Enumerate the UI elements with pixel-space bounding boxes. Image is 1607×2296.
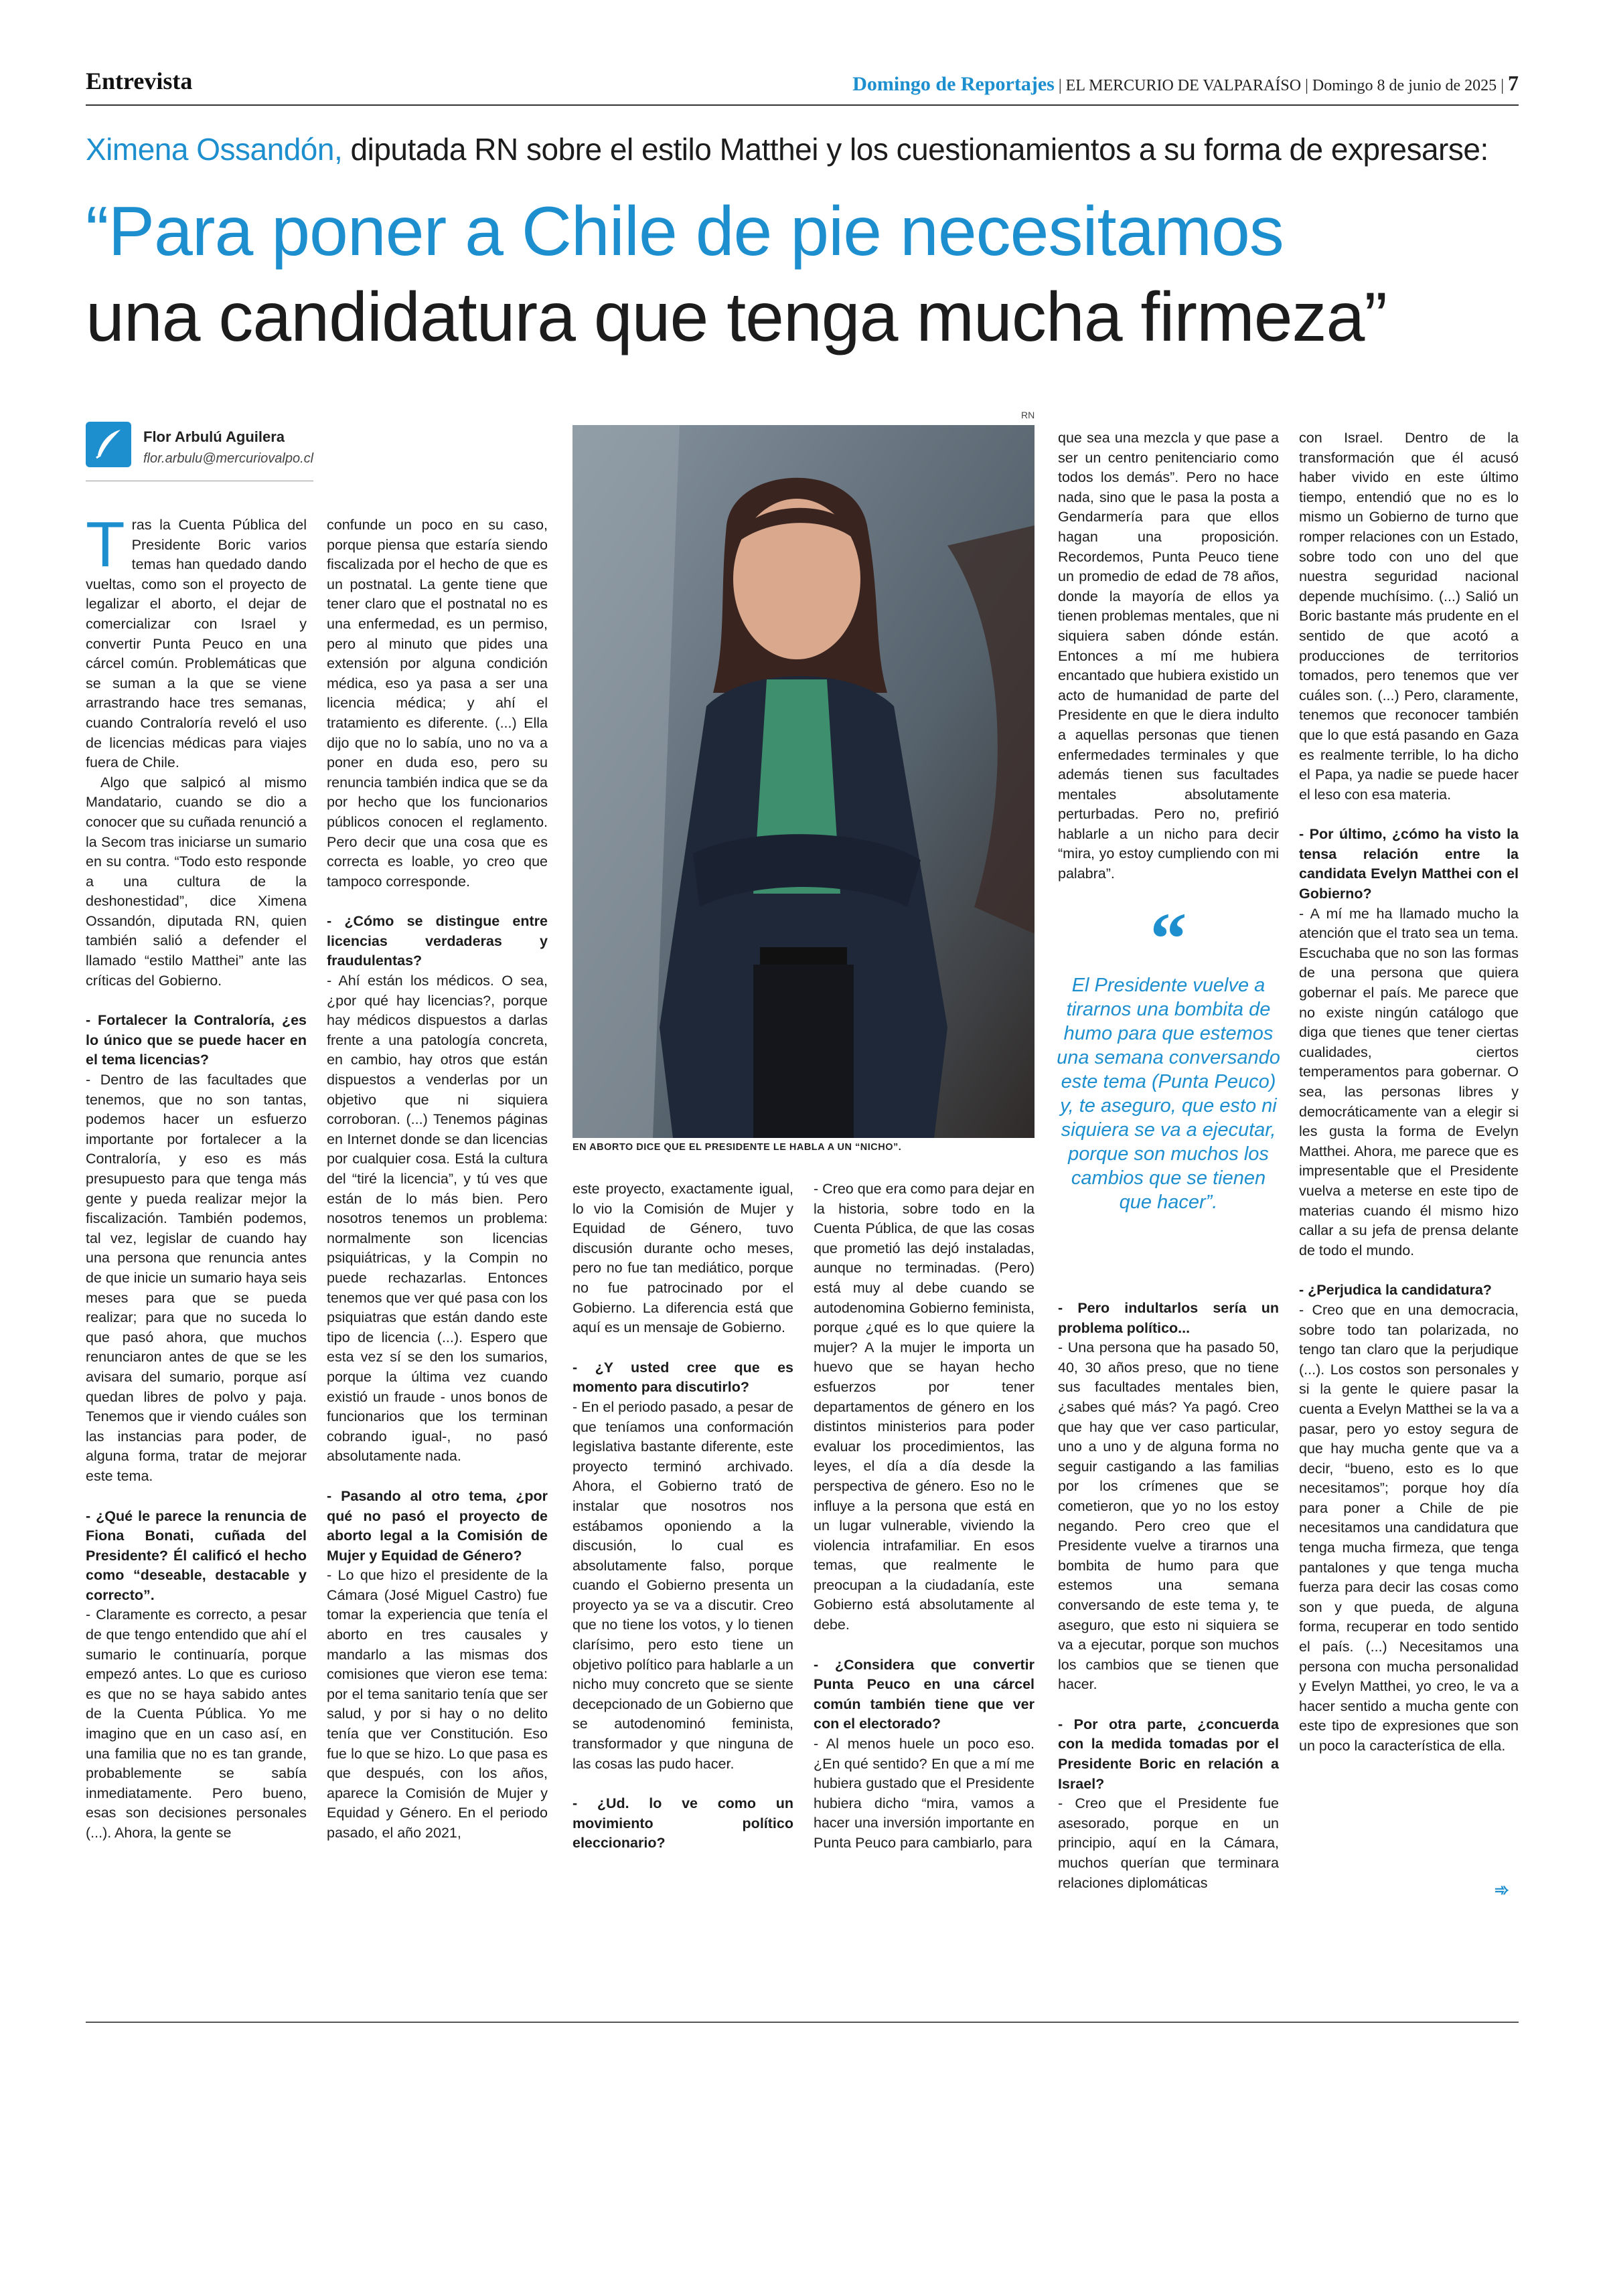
quote-mark-icon: “ bbox=[1150, 898, 1187, 979]
quill-icon bbox=[86, 422, 131, 467]
paragraph: confunde un poco en su caso, porque piensa que estaría siendo fiscalizada por el hecho de que es un postnatal. La gente tiene que tener claro que el postnatal no es una enfermedad, es un permiso, pero al minuto que pides una extensión por alguna condición médica, eso ya pasa a ser una licencia médica; y ahí el tratamiento es diferente. (...) Ella dijo que no lo sabía, uno no va a poner en duda eso, pero su renuncia también indica que se da por hecho que los funcionarios públicos conocen el reglamento. Pero decir que una cosa que es correcta es loable, yo creo que tampoco corresponde. bbox=[327, 517, 548, 890]
question: - Por último, ¿cómo ha visto la tensa relación entre la candidata Evelyn Matthei con el Gobierno? bbox=[1299, 826, 1519, 902]
end-arrow-icon: ➾ bbox=[1495, 1880, 1509, 1900]
page-number: 7 bbox=[1508, 71, 1519, 95]
question: - ¿Considera que convertir Punta Peuco en una cárcel común también tiene que ver con el electorado? bbox=[814, 1656, 1035, 1732]
column-4 bbox=[814, 1179, 1035, 1854]
headline-line-1: “Para poner a Chile de pie necesitamos bbox=[86, 193, 1284, 270]
answer: - Dentro de las facultades que tenemos, que no son tantas, podemos hacer un esfuerzo importante por fortalecer a la Contraloría, y eso es más presupuesto para que tenga más gente y pueda realizar mejor la fiscalización. También podemos, tal vez, legislar de cuando hay una persona que renuncia antes de que inicie un sumario haya seis meses para que se pueda realizar; para que no suceda lo que pasó ahora, que muchos renunciaron antes de que se les avisara del sumario, porque así quedan libres de polvo y paja. Tenemos que ir viendo cuáles son las instancias para poder, de alguna forma, tratar de mejorar este tema. bbox=[86, 1072, 307, 1484]
answer: - Lo que hizo el presidente de la Cámara (José Miguel Castro) fue tomar la experiencia que tenía el aborto en tres causales y mandarlo a las mismas dos comisiones que vieron ese tema: por el tema sanitario tenía que ser salud, y por si hay o no delito tenía que ver Constitución. Eso fue lo que se hizo. Lo que pasa es que después, con los años, aparece la Comisión de Mujer y Equidad y Género. En el periodo pasado, el año 2021, bbox=[327, 1567, 548, 1841]
paragraph: con Israel. Dentro de la transformación que él acusó haber vivido en este último tiempo, entendió que no es lo mismo un Gobierno de turno que romper relaciones con un Estado, sobre todo con uno del que nuestra seguridad nacional depende muchísimo. (...) Salió un Boric bastante más prudente en el sentido de que acotó a producciones de territorios tomados, pero tenemos que ver cuáles son. (...) Pero, claramente, tenemos que reconocer también que lo que está pasando en Gaza es realmente terrible, lo ha dicho el Papa, ya nadie se puede hacer el leso con esa materia. bbox=[1299, 430, 1519, 803]
answer: - Creo que era como para dejar en la historia, sobre todo en la Cuenta Pública, de que las cosas que prometió las dejó instaladas, aunque no terminadas. (Pero) está muy al debe cuando se autodenomina Gobierno feminista, porque ¿qué es lo que quiere la mujer? A la mujer le importa un huevo que se hayan hecho esfuerzos por tener departamentos de género en los distintos ministerios para poder evaluar los procedimientos, las leyes, el día a día desde la perspectiva de género. Eso no le influye a la persona que está en un lugar vulnerable, viviendo la violencia intrafamiliar. En esos temas, que realmente le preocupan a la ciudadanía, este Gobierno está absolutamente al debe. bbox=[814, 1181, 1035, 1633]
supplement-name: Domingo de Reportajes bbox=[852, 73, 1055, 95]
headline-line-2: una candidatura que tenga mucha firmeza” bbox=[86, 278, 1387, 356]
question: - Pero indultarlos sería un problema político... bbox=[1058, 1300, 1279, 1336]
question: - ¿Y usted cree que es momento para discutirlo? bbox=[572, 1359, 793, 1396]
column-1 bbox=[86, 509, 307, 1843]
newspaper-name: EL MERCURIO DE VALPARAÍSO bbox=[1065, 77, 1302, 94]
paragraph: Algo que salpicó al mismo Mandatario, cuando se dio a conocer que su cuñada renunció a la Secom tras iniciarse un sumario en su contra. “Todo esto responde a una cultura de la deshonestidad”, dice Ximena Ossandón, diputada RN, quien también salió a defender el llamado “estilo Matthei” ante las críticas del Gobierno. bbox=[86, 774, 307, 989]
kicker bbox=[86, 131, 1525, 167]
question: - ¿Perjudica la candidatura? bbox=[1299, 1282, 1492, 1299]
pull-quote-text: El Presidente vuelve a tirarnos una bombita de humo para que estemos una semana conversando este tema (Punta Peuco) y, te aseguro, que esto ni siquiera se va a ejecutar, porque son muchos los cambios que se tienen que hacer”. bbox=[1057, 975, 1280, 1213]
question: - ¿Ud. lo ve como un movimiento político eleccionario? bbox=[572, 1795, 793, 1852]
kicker-name: Ximena Ossandón, bbox=[86, 132, 343, 167]
answer: - Creo que el Presidente fue asesorado, porque en un principio, aquí en la Cámara, muchos querían que terminara relaciones diplomáticas bbox=[1058, 1795, 1279, 1891]
photo-caption: EN ABORTO DICE QUE EL PRESIDENTE LE HABLA A UN “NICHO”. bbox=[572, 1142, 902, 1153]
column-5-lower bbox=[1058, 1299, 1279, 1893]
byline-name: Flor Arbulú Aguilera bbox=[143, 428, 285, 445]
pull-quote bbox=[1055, 898, 1282, 1214]
column-2 bbox=[327, 515, 548, 1843]
answer: - Una persona que ha pasado 50, 40, 30 años preso, que no tiene sus facultades mentales bien, ¿sabes qué más? Ya pagó. Creo que hay que ver caso particular, uno a uno y de alguna forma no seguir castigando a las familias por los crímenes que se cometieron, que yo no los estoy negando. Pero creo que el Presidente vuelve a tirarnos una bombita de humo para que estemos una semana conversando de este tema y, te aseguro, que esto ni siquiera se va a ejecutar, porque son muchos los cambios que se tienen que hacer. bbox=[1058, 1339, 1279, 1693]
question: - Pasando al otro tema, ¿por qué no pasó el proyecto de aborto legal a la Comisión de Mujer y Equidad de Género? bbox=[327, 1487, 548, 1564]
column-3 bbox=[572, 1179, 793, 1854]
issue-date: Domingo 8 de junio de 2025 bbox=[1312, 77, 1497, 94]
question: - Fortalecer la Contraloría, ¿es lo único que se puede hacer en el tema licencias? bbox=[86, 1012, 307, 1068]
answer: - Ahí están los médicos. O sea, ¿por qué hay licencias?, porque hay médicos dispuestos a darlas frente a una patología concreta, en cambio, hay otros que están dispuestos a venderlas por un objetivo que ni siquiera corroboran. (...) Tenemos páginas en Internet donde se dan licencias por cualquier cosa. Está la cultura del “tiré la licencia”, y tú ves que están de lo más bien. Pero nosotros tenemos un problema: normalmente son licencias psiquiátricas, y la Compin no puede rechazarlas. Entonces tenemos que ver qué pasa con los psiquiatras que están dando este tipo de licencia (...). Espero que esta vez sí se den los sumarios, porque la última vez cuando existió un fraude - unos bonos de funcionarios que los terminan cobrando igual-, no pasó absolutamente nada. bbox=[327, 973, 548, 1465]
question: - ¿Cómo se distingue entre licencias verdaderas y fraudulentas? bbox=[327, 913, 548, 969]
photo-credit: RN bbox=[1021, 410, 1035, 420]
answer: - A mí me ha llamado mucho la atención que el trato sea un tema. Escuchaba que no son las formas de una persona que quiera gobernar el país. Me parece que no existe ningún catálogo que diga que tienes que tener ciertas cualidades, ciertos temperamentos para gobernar. O sea, las personas libres y democráticamente van a elegir si les gusta la forma de Evelyn Matthei. Ahora, me parece que es impresentable que el Presidente vuelva a meterse en este tipo de materias cuando él mismo hizo callar a su jefa de prensa delante de todo el mundo. bbox=[1299, 905, 1519, 1258]
question: - Por otra parte, ¿concuerda con la medida tomadas por el Presidente Boric en relación a Israel? bbox=[1058, 1716, 1279, 1792]
folio: Domingo de Reportajes | EL MERCURIO DE VALPARAÍSO | Domingo 8 de junio de 2025 | 7 bbox=[852, 71, 1519, 95]
byline-email[interactable]: flor.arbulu@mercuriovalpo.cl bbox=[143, 451, 314, 466]
question: - ¿Qué le parece la renuncia de Fiona Bonati, cuñada del Presidente? Él calificó el hecho como “deseable, destacable y correcto”. bbox=[86, 1507, 307, 1603]
answer: - En el periodo pasado, a pesar de que teníamos una conformación legislativa bastante diferente, este proyecto terminó archivado. Ahora, el Gobierno trató de instalar que nosotros nos estábamos oponiendo a la discusión, lo cual es absolutamente falso, porque cuando el Gobierno presenta un proyecto ya se va a discutir. Creo que no tiene los votos, y lo tienen clarísimo, pero esto tiene un objetivo político para hablarle a un nicho muy concreto que se siente decepcionado de un Gobierno que se autodenominó feminista, transformador y que ninguna de las cosas las pudo hacer. bbox=[572, 1398, 793, 1772]
column-5-upper bbox=[1058, 428, 1279, 884]
bottom-rule bbox=[86, 2022, 1519, 2023]
lead-paragraph: Tras la Cuenta Pública del Presidente Boric varios temas han quedado dando vueltas, como son el proyecto de legalizar el aborto, el dejar de comercializar con Israel y convertir Punta Peuco en una cárcel común. Problemáticas que se suman a la que se viene arrastrando hace tres semanas, cuando Contraloría reveló el uso de licencias médicas para viajes fuera de Chile. bbox=[86, 509, 307, 771]
paragraph: que sea una mezcla y que pase a ser un centro penitenciario como todos los demás”. Pero no hace nada, sino que le pasa la posta a Gendarmería para que ellos hagan una proposición. Recordemos, Punta Peuco tiene un promedio de edad de 78 años, donde la mayoría de ellos ya tienen problemas mentales, que ni siquiera saben dónde están. Entonces a mí me hubiera encantado que hubiera existido un acto de humanidad de parte del Presidente en que le diera indulto a aquellas personas que tienen enfermedades terminales y que además tienen sus facultades mentales absolutamente perturbadas. Pero no, prefirió hablarle a un nicho para decir “mira, yo estoy cumpliendo con mi palabra”. bbox=[1058, 430, 1279, 882]
answer: - Claramente es correcto, a pesar de que tengo entendido que ahí el sumario le continuaría, porque empezó antes. Lo que es curioso es que no se haya sabido antes de la Cuenta Pública. Yo me imagino que en un caso así, en una familia que no es tan grande, probablemente se sabía inmediatamente. Pero bueno, esas son decisiones personales (...). Ahora, la gente se bbox=[86, 1607, 307, 1841]
column-6 bbox=[1299, 428, 1519, 1756]
kicker-rest: diputada RN sobre el estilo Matthei y los cuestionamientos a su forma de expresarse: bbox=[342, 132, 1488, 167]
answer: - Al menos huele un poco eso. ¿En qué sentido? En que a mí me hubiera gustado que el Presidente hubiera dicho “mira, vamos a hacer una inversión importante en Punta Peuco para cambiarlo, para bbox=[814, 1736, 1035, 1851]
paragraph: este proyecto, exactamente igual, lo vio la Comisión de Mujer y Equidad de Género, tuvo discusión durante ocho meses, pero no fue tan mediático, porque no fue patrocinado por el Gobierno. La diferencia está que aquí es un mensaje de Gobierno. bbox=[572, 1181, 793, 1336]
portrait-photo bbox=[572, 425, 1035, 1138]
answer: - Creo que en una democracia, sobre todo tan polarizada, no tengo tan claro que la perjudique (...). Los costos son personales y si la gente le quiere pasar la cuenta a Evelyn Matthei se la va a pasar, pero yo estoy segura de que hay mucha gente que va a decir, “bueno, esto es lo que necesitamos”; porque hoy día para poner a Chile de pie necesitamos una candidatura que tenga mucha firmeza, que tenga pantalones y que tenga mucha fuerza para decir las cosas como son y que pueda, de alguna forma, recuperar en todo sentido el país. (...) Necesitamos una persona con mucha personalidad y Evelyn Matthei, yo creo, le va a hacer sentido a mucha gente con este tipo de expresiones que son un poco la característica de ella. bbox=[1299, 1301, 1519, 1754]
drop-cap: T bbox=[86, 509, 125, 580]
section-label: Entrevista bbox=[86, 68, 193, 94]
